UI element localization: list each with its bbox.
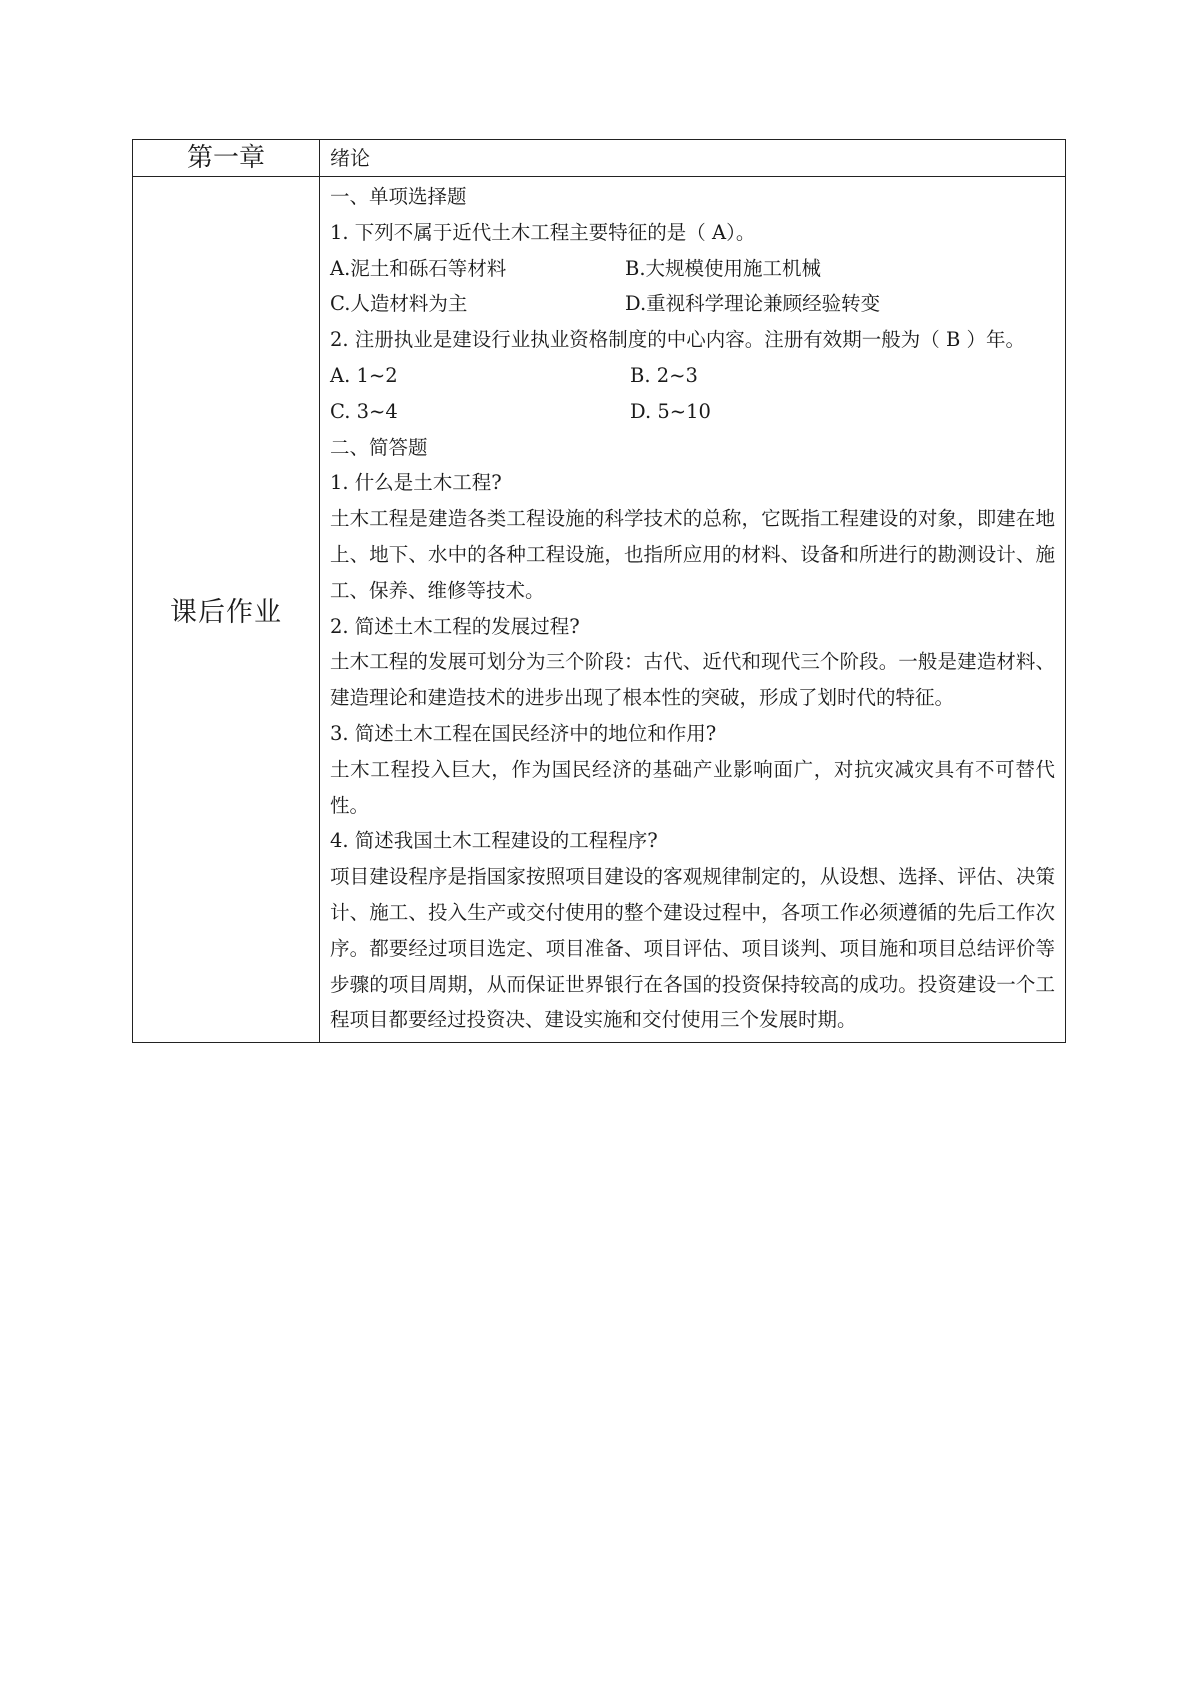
q1-option-a: A.泥土和砾石等材料 xyxy=(330,256,507,280)
sq3-answer: 土木工程投入巨大，作为国民经济的基础产业影响面广，对抗灾减灾具有不可替代性。 xyxy=(330,757,1055,817)
homework-table xyxy=(132,139,1066,1043)
sq4-question: 4. 简述我国土木工程建设的工程程序? xyxy=(330,829,658,853)
q2-option-a: A. 1~2 xyxy=(330,363,398,387)
q1-options-row2 xyxy=(330,286,1055,322)
part1-heading: 一、单项选择题 xyxy=(330,185,467,208)
q2-option-c: C. 3~4 xyxy=(330,399,398,423)
sq1-question: 1. 什么是土木工程? xyxy=(330,471,502,495)
homework-content xyxy=(320,177,1066,1043)
chapter-cell: 第一章 xyxy=(133,140,320,177)
q1-option-b: B.大规模使用施工机械 xyxy=(625,256,822,280)
homework-row xyxy=(133,177,1066,1043)
sq3-question: 3. 简述土木工程在国民经济中的地位和作用? xyxy=(330,721,717,745)
sq2-question: 2. 简述土木工程的发展过程? xyxy=(330,614,580,638)
header-row xyxy=(133,140,1066,177)
sq1-answer: 土木工程是建造各类工程设施的科学技术的总称，它既指工程建设的对象，即建在地上、地下、水中的各种工程设施，也指所应用的材料、设备和所进行的勘测设计、施工、保养、维修等技术。 xyxy=(330,507,1055,602)
q2-options-row2 xyxy=(330,394,1055,430)
sq4-answer: 项目建设程序是指国家按照项目建设的客观规律制定的，从设想、选择、评估、决策计、施工、投入生产或交付使用的整个建设过程中，各项工作必须遵循的先后工作次序。都要经过项目选定、项目准备、项目评估、项目谈判、项目施和项目总结评价等步骤的项目周期，从而保证世界银行在各国的投资保持较高的成功。投资建设一个工程项目都要经过投资决、建设实施和交付使用三个发展时期。 xyxy=(330,865,1055,1032)
q2-option-d: D. 5~10 xyxy=(630,399,711,423)
q2-option-b: B. 2~3 xyxy=(630,363,698,387)
q2-stem: 2. 注册执业是建设行业执业资格制度的中心内容。注册有效期一般为（ B ）年。 xyxy=(330,328,1026,352)
section-label: 课后作业 xyxy=(133,177,320,1043)
q1-option-d: D.重视科学理论兼顾经验转变 xyxy=(625,292,881,316)
sq2-answer: 土木工程的发展可划分为三个阶段：古代、近代和现代三个阶段。一般是建造材料、建造理论和建造技术的进步出现了根本性的突破，形成了划时代的特征。 xyxy=(330,650,1055,710)
q1-option-c: C.人造材料为主 xyxy=(330,292,468,316)
q1-stem: 1. 下列不属于近代土木工程主要特征的是（ A）。 xyxy=(330,220,756,244)
part2-heading: 二、简答题 xyxy=(330,435,428,459)
q1-options-row1 xyxy=(330,251,1055,287)
q2-options-row1 xyxy=(330,358,1055,394)
chapter-title: 绪论 xyxy=(320,140,1066,177)
